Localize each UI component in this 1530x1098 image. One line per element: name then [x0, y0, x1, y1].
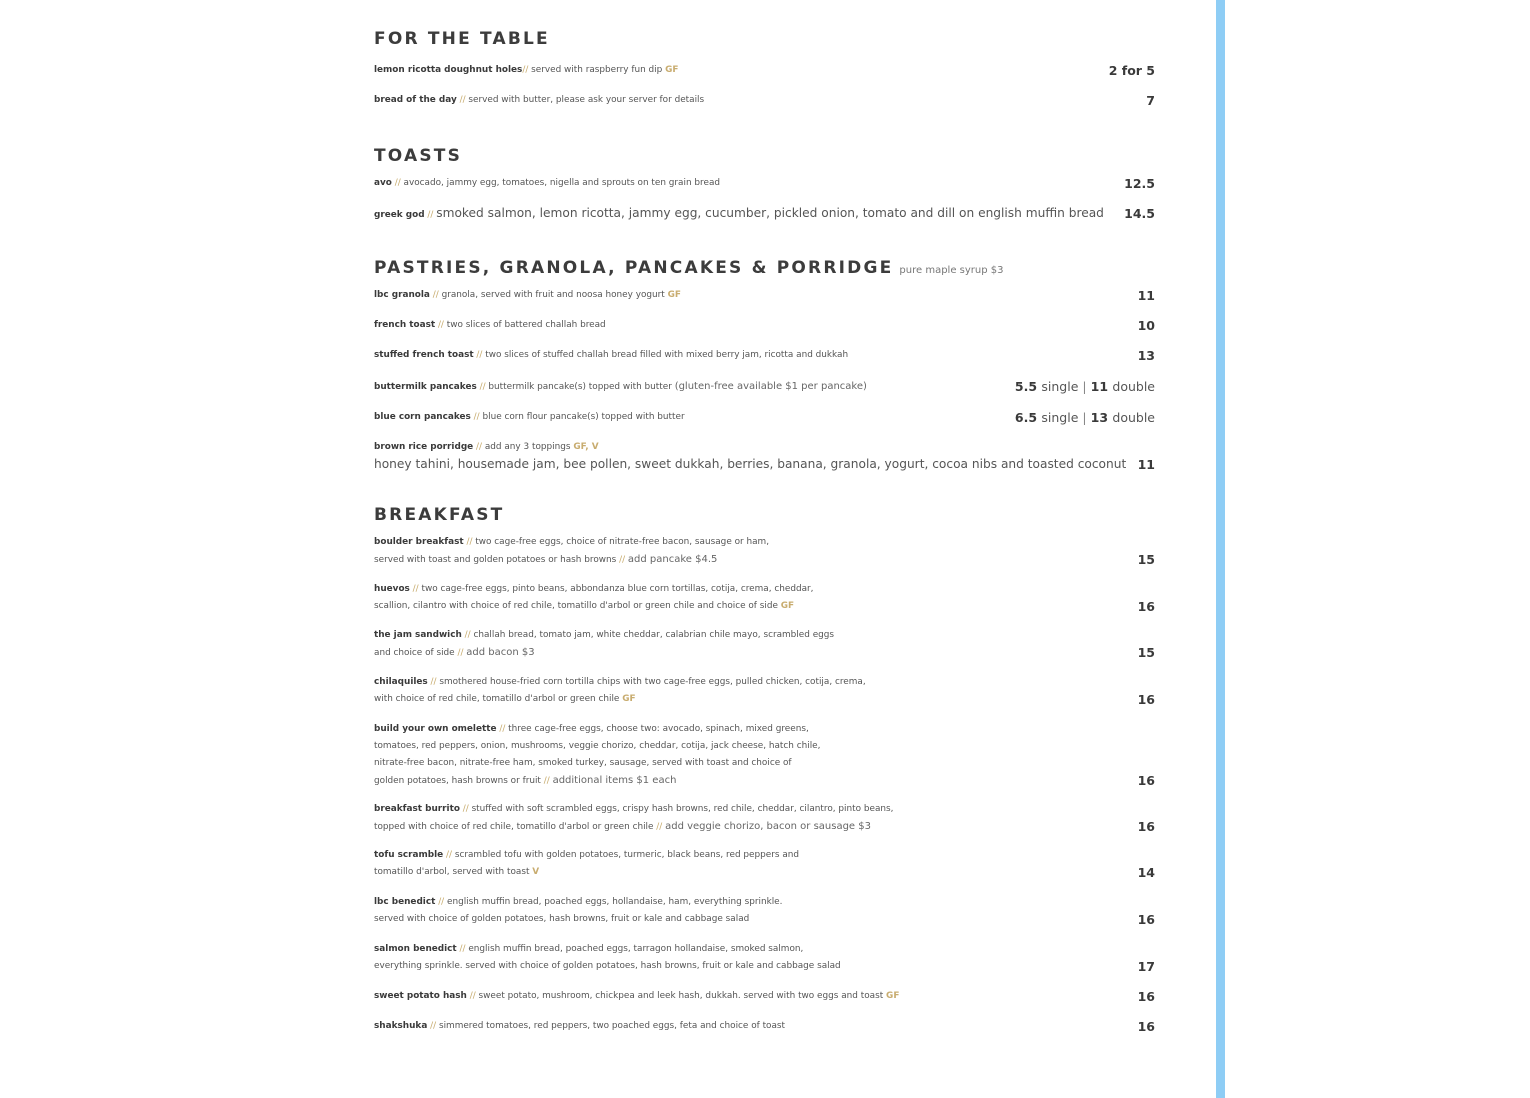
item-description: two slices of stuffed challah bread filled with mixed berry jam, ricotta and dukkah [485, 350, 849, 360]
item-name: the jam sandwich [374, 630, 462, 640]
menu-item-lemon-ricotta-doughnut-holes [374, 62, 1155, 79]
item-description: sweet potato, mushroom, chickpea and leek hash, dukkah. served with two eggs and toast [478, 991, 884, 1001]
item-name: breakfast burrito [374, 804, 460, 814]
item-description-line-2: and choice of side [374, 648, 455, 658]
separator: // [437, 320, 444, 330]
item-price: 14.5 [1124, 206, 1155, 221]
section-title-pastries [374, 258, 1003, 278]
item-description: served with butter, please ask your server for details [468, 95, 705, 105]
double-label: double [1112, 410, 1155, 425]
item-description: granola, served with fruit and noosa honey yogurt [441, 290, 665, 300]
item-note: additional items $1 each [552, 775, 677, 786]
separator: // [476, 350, 483, 360]
item-name: stuffed french toast [374, 350, 474, 360]
menu-item-bread-of-the-day [374, 92, 1155, 109]
separator: // [522, 65, 529, 75]
item-price: 16 [1137, 1019, 1155, 1034]
item-description-line-2: tomatillo d'arbol, served with toast [374, 867, 530, 877]
item-price: 11 [1137, 457, 1155, 472]
separator: // [462, 804, 469, 814]
item-description-line-2: topped with choice of red chile, tomatillo d'arbol or green chile [374, 822, 654, 832]
item-price: 16 [1137, 692, 1155, 707]
item-price: 11 [1137, 288, 1155, 303]
item-name: avo [374, 178, 392, 188]
item-price [1015, 378, 1155, 395]
item-price: 15 [1137, 645, 1155, 660]
separator: // [476, 442, 483, 452]
item-description: english muffin bread, poached eggs, hollandaise, ham, everything sprinkle. [447, 897, 783, 907]
item-description: english muffin bread, poached eggs, tarragon hollandaise, smoked salmon, [468, 944, 804, 954]
item-name: chilaquiles [374, 677, 428, 687]
separator: // [656, 822, 663, 832]
item-description-line-4: golden potatoes, hash browns or fruit [374, 776, 541, 786]
dietary-tag: GF, V [573, 442, 599, 452]
item-description: challah bread, tomato jam, white cheddar, calabrian chile mayo, scrambled eggs [473, 630, 835, 640]
item-price: 16 [1137, 989, 1155, 1004]
menu-item-brown-rice-porridge [374, 439, 1155, 473]
menu-item-french-toast [374, 317, 1155, 334]
item-name: lbc benedict [374, 897, 436, 907]
item-description: blue corn flour pancake(s) topped with butter [482, 412, 685, 422]
section-title-for-the-table: FOR THE TABLE [374, 29, 550, 49]
separator: // [427, 210, 434, 220]
separator: // [479, 382, 486, 392]
item-price [1015, 409, 1155, 426]
menu-item-breakfast-burrito [374, 801, 1155, 835]
item-price: 7 [1146, 93, 1155, 108]
item-name: huevos [374, 584, 410, 594]
separator: // [394, 178, 401, 188]
item-note: add bacon $3 [466, 647, 535, 658]
separator: // [469, 991, 476, 1001]
item-description-line-2: served with choice of golden potatoes, hash browns, fruit or kale and cabbage salad [374, 914, 750, 924]
dietary-tag: V [532, 867, 540, 877]
section-title-toasts: TOASTS [374, 146, 463, 166]
item-name: sweet potato hash [374, 991, 467, 1001]
item-description-line-2: everything sprinkle. served with choice of golden potatoes, hash browns, fruit or kale and cabbage salad [374, 961, 841, 971]
separator: // [457, 648, 464, 658]
price-single: 6.5 [1014, 410, 1038, 425]
separator: // [430, 677, 437, 687]
separator: // [473, 412, 480, 422]
menu-item-shakshuka [374, 1018, 1155, 1035]
menu-item-boulder-breakfast [374, 534, 1155, 568]
menu-item-stuffed-french-toast [374, 347, 1155, 364]
item-description-line-2: tomatoes, red peppers, onion, mushrooms, veggie chorizo, cheddar, cotija, jack cheese, hatch chile, [374, 741, 821, 751]
menu-item-blue-corn-pancakes [374, 409, 1155, 426]
item-note: add veggie chorizo, bacon or sausage $3 [665, 821, 871, 832]
item-name: tofu scramble [374, 850, 444, 860]
single-label: single [1041, 410, 1079, 425]
item-price: 2 for 5 [1108, 63, 1155, 78]
item-description: scrambled tofu with golden potatoes, turmeric, black beans, red peppers and [454, 850, 800, 860]
item-description: three cage-free eggs, choose two: avocado, spinach, mixed greens, [508, 724, 809, 734]
separator: // [459, 95, 466, 105]
dietary-tag: GF [667, 290, 681, 300]
item-price: 16 [1137, 773, 1155, 788]
item-name: boulder breakfast [374, 537, 464, 547]
item-description-line-2: served with toast and golden potatoes or hash browns [374, 555, 617, 565]
item-name: bread of the day [374, 95, 457, 105]
item-price: 10 [1137, 318, 1155, 333]
price-double: 13 [1090, 410, 1109, 425]
section-note: pure maple syrup $3 [899, 265, 1004, 276]
menu-item-huevos [374, 581, 1155, 615]
menu-item-greek-god [374, 205, 1155, 222]
menu-item-salmon-benedict [374, 941, 1155, 975]
separator: // [430, 1021, 437, 1031]
menu-item-build-your-own-omelette [374, 721, 1155, 789]
item-price: 16 [1137, 599, 1155, 614]
price-single: 5.5 [1014, 379, 1038, 394]
dietary-tag: GF [665, 65, 679, 75]
item-description: avocado, jammy egg, tomatoes, nigella and sprouts on ten grain bread [403, 178, 721, 188]
item-name: salmon benedict [374, 944, 457, 954]
item-note: add pancake $4.5 [627, 554, 718, 565]
item-name: brown rice porridge [374, 442, 474, 452]
price-divider: | [1082, 379, 1087, 394]
item-name: french toast [374, 320, 436, 330]
dietary-tag: GF [622, 694, 636, 704]
item-name: shakshuka [374, 1021, 428, 1031]
item-name: lemon ricotta doughnut holes [374, 65, 523, 75]
menu-item-lbc-benedict [374, 894, 1155, 928]
single-label: single [1041, 379, 1079, 394]
menu-item-avo [374, 175, 1155, 192]
menu-item-buttermilk-pancakes [374, 378, 1155, 395]
item-description: smoked salmon, lemon ricotta, jammy egg, cucumber, pickled onion, tomato and dill on english muffin bread [436, 206, 1104, 220]
item-name: blue corn pancakes [374, 412, 471, 422]
menu-item-lbc-granola [374, 287, 1155, 304]
item-description: two cage-free eggs, pinto beans, abbondanza blue corn tortillas, cotija, crema, cheddar, [421, 584, 814, 594]
dietary-tag: GF [886, 991, 900, 1001]
item-price: 13 [1137, 348, 1155, 363]
item-description-line-2: scallion, cilantro with choice of red chile, tomatillo d'arbol or green chile and choice of side [374, 601, 778, 611]
item-description-line-2: honey tahini, housemade jam, bee pollen, sweet dukkah, berries, banana, granola, yogurt, cocoa nibs and toasted coconut [374, 457, 1127, 471]
side-accent-bar [1216, 0, 1225, 1098]
item-note: (gluten-free available $1 per pancake) [674, 381, 867, 392]
item-description: smothered house-fried corn tortilla chips with two cage-free eggs, pulled chicken, cotija, crema, [439, 677, 866, 687]
menu-item-tofu-scramble [374, 847, 1155, 881]
separator: // [464, 630, 471, 640]
item-description: two cage-free eggs, choice of nitrate-free bacon, sausage or ham, [475, 537, 770, 547]
item-description-line-3: nitrate-free bacon, nitrate-free ham, smoked turkey, sausage, served with toast and choice of [374, 758, 792, 768]
item-description: two slices of battered challah bread [446, 320, 606, 330]
item-name: greek god [374, 210, 425, 220]
double-label: double [1112, 379, 1155, 394]
item-price: 16 [1137, 912, 1155, 927]
item-description: served with raspberry fun dip [531, 65, 663, 75]
separator: // [438, 897, 445, 907]
separator: // [543, 776, 550, 786]
separator: // [499, 724, 506, 734]
section-title-text: PASTRIES, GRANOLA, PANCAKES & PORRIDGE [374, 258, 894, 278]
item-name: build your own omelette [374, 724, 497, 734]
separator: // [446, 850, 452, 860]
item-description: stuffed with soft scrambled eggs, crispy hash browns, red chile, cheddar, cilantro, pinto beans, [471, 804, 894, 814]
price-double: 11 [1090, 379, 1109, 394]
section-title-breakfast: BREAKFAST [374, 505, 505, 525]
separator: // [412, 584, 419, 594]
dietary-tag: GF [780, 601, 795, 611]
separator: // [432, 290, 439, 300]
menu-item-the-jam-sandwich [374, 627, 1155, 661]
separator: // [466, 537, 473, 547]
item-price: 17 [1137, 959, 1155, 974]
item-description: add any 3 toppings [484, 442, 571, 452]
menu-item-sweet-potato-hash [374, 988, 1155, 1005]
item-price: 15 [1137, 552, 1155, 567]
item-description-line-2: with choice of red chile, tomatillo d'arbol or green chile [374, 694, 620, 704]
item-name: lbc granola [374, 290, 430, 300]
item-price: 12.5 [1124, 176, 1155, 191]
item-description: buttermilk pancake(s) topped with butter [488, 382, 672, 392]
menu-item-chilaquiles [374, 674, 1155, 708]
item-description: simmered tomatoes, red peppers, two poached eggs, feta and choice of toast [438, 1021, 786, 1031]
price-divider: | [1082, 410, 1087, 425]
item-name: buttermilk pancakes [374, 382, 477, 392]
separator: // [619, 555, 626, 565]
separator: // [459, 944, 466, 954]
item-price: 16 [1137, 819, 1155, 834]
item-price: 14 [1137, 865, 1155, 880]
